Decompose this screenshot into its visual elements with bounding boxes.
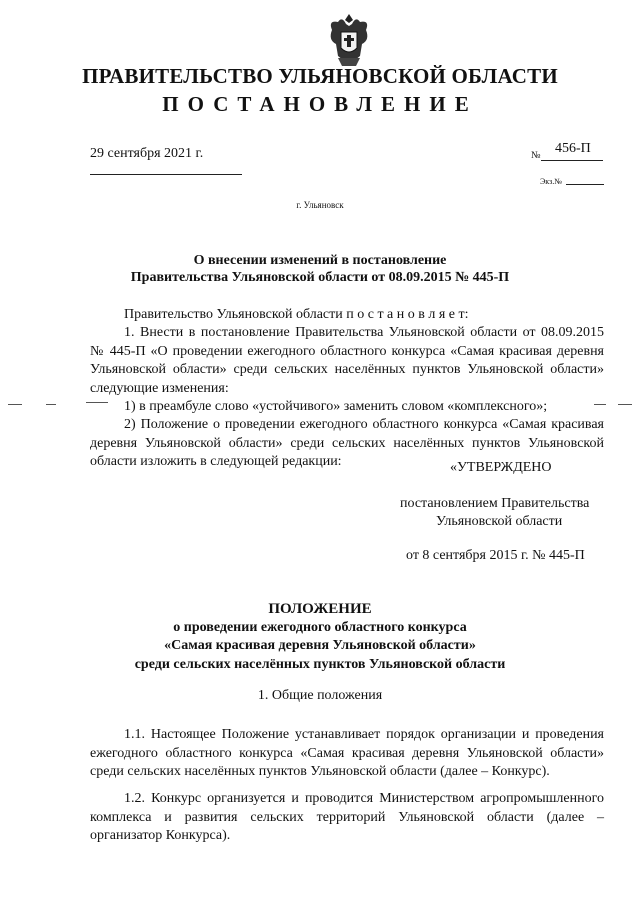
regulation-line-1: о проведении ежегодного областного конкурса <box>173 619 467 635</box>
number-underline <box>541 160 603 161</box>
scan-artifact <box>618 404 632 405</box>
approval-line-3: от 8 сентября 2015 г. № 445-П <box>406 548 585 563</box>
scan-artifact <box>8 404 22 405</box>
scan-artifact <box>46 404 56 405</box>
section-heading: 1. Общие положения <box>257 688 383 703</box>
approval-heading: «УТВЕРЖДЕНО <box>450 460 552 475</box>
paragraph-1-1: 1) в преамбуле слово «устойчивого» заменить словом «комплексного»; <box>124 399 548 414</box>
regulation-heading: ПОЛОЖЕНИЕ <box>268 601 372 617</box>
regulation-line-2: «Самая красивая деревня Ульяновской области» <box>164 638 476 653</box>
regulation-line-3: среди сельских населённых пунктов Ульяновской области <box>134 656 506 672</box>
decree-number: 456-П <box>555 141 591 156</box>
coat-of-arms-icon <box>326 12 372 68</box>
city: г. Ульяновск <box>296 200 344 210</box>
paragraph-1: 1. Внести в постановление Правительства Ульяновской области от 08.09.2015 № 445-П «О проведении ежегодного областного конкурса «Самая красивая деревня Ульяновской области» среди сельских населённых пунктов Ульяновской области» следующие изменения: <box>90 325 604 396</box>
regulation-title <box>0 600 640 674</box>
scan-artifact <box>594 404 606 405</box>
subject-line-2: Правительства Ульяновской области от 08.09.2015 № 445-П <box>130 270 510 285</box>
date-underline <box>90 174 242 175</box>
scan-artifact <box>86 402 108 403</box>
copy-underline <box>566 184 604 185</box>
decree-title: ПОСТАНОВЛЕНИЕ <box>162 92 478 116</box>
decree-subject <box>0 252 640 286</box>
intro-paragraph: Правительство Ульяновской области п о с т а н о в л я е т: <box>124 307 469 322</box>
approval-line-2: Ульяновской области <box>436 514 563 529</box>
decree-date: 29 сентября 2021 г. <box>90 146 204 161</box>
paragraph-1-2-regulation: 1.2. Конкурс организуется и проводится Министерством агропромышленного комплекса и развития сельских территорий Ульяновской области (далее – организатор Конкурса). <box>90 791 604 843</box>
number-label: № <box>531 150 541 161</box>
approval-line-1: постановлением Правительства <box>400 496 590 511</box>
government-title: ПРАВИТЕЛЬСТВО УЛЬЯНОВСКОЙ ОБЛАСТИ <box>82 64 558 88</box>
paragraph-1-2: 2) Положение о проведении ежегодного областного конкурса «Самая красивая деревня Ульяновской области» среди сельских населённых пунктов Ульяновской области изложить в следующей редакции: <box>90 417 604 469</box>
subject-line-1: О внесении изменений в постановление <box>193 253 447 268</box>
paragraph-1-1-regulation: 1.1. Настоящее Положение устанавливает порядок организации и проведения ежегодного областного конкурса «Самая красивая деревня Ульяновской области» среди сельских населённых пунктов Ульяновской области (далее – Конкурс). <box>90 727 604 779</box>
copy-label: Экз.№ <box>540 177 562 186</box>
